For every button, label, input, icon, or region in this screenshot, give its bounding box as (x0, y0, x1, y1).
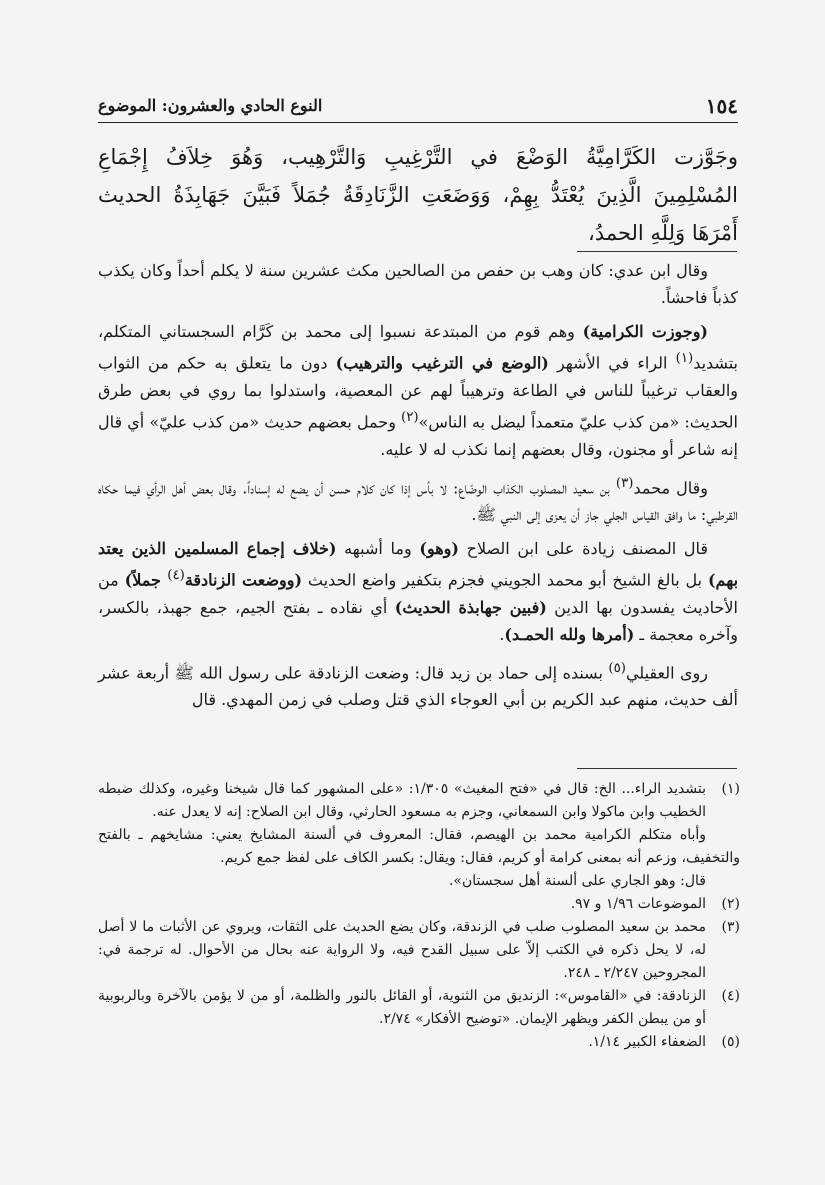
text-run: بل بالغ الشيخ أبو محمد الجويني فجزم بتكفير واضع الحديث (302, 570, 708, 590)
commentary (98, 257, 738, 720)
footnote-ref[interactable]: (٢) (401, 410, 419, 426)
text-run: بن سعيد المصلوب الكذاب الوضّاع: لا بأس إذا كان كلام حسن أن يضع له إسناداً. وقال بعض أهل الرأي فيما حكاه القرطبي: ما وافق القياس الجلي جاز أن يعزى إلى النبي ﷺ. (98, 477, 738, 525)
footnote-continuation: وأباه متكلم الكرامية محمد بن الهيصم، فقال: المعروف في ألسنة المشايخ يعني: مشايخهم ـ بالفتح والتخفيف، وزعم أنه بمعنى كرامة أو كريم، فقال: ويقال: بكسر الكاف على لفظ جمع كريم. (98, 827, 740, 866)
footnote-ref[interactable]: (١) (675, 351, 694, 367)
footnote-text: الزنادقة: في «القاموس»: الزنديق من الثنوية، أو القائل بالنور والظلمة، أو من لا يؤمن بالآخرة وبالربوبية أو من يبطن الكفر ويظهر الإيمان. «توضيح الأفكار» ٢/٧٤. (98, 988, 706, 1027)
footnote (98, 1031, 740, 1054)
footnote-ref[interactable]: (٣) (615, 475, 634, 491)
text-run: قال المصنف زيادة على ابن الصلاح (458, 538, 709, 558)
bold-quote: (وهو) (419, 538, 459, 558)
footnote-separator (577, 768, 737, 769)
footnote (98, 778, 740, 824)
commentary-paragraph (98, 655, 738, 714)
commentary-paragraph (98, 318, 738, 464)
footnote-number: (٢) (721, 896, 740, 912)
text-run: وحمل بعضهم حديث «من كذب عليّ» أي قال إنه شاعر أو مجنون، وقال بعضهم إنما نكذب له لا عليه. (98, 412, 738, 460)
text-run: روى العقيلي (625, 662, 709, 682)
matn-separator (577, 251, 737, 252)
footnote-ref[interactable]: (٤) (167, 568, 185, 584)
footnote-text: بتشديد الراء... الخ: قال في «فتح المغيث» ١/٣٠٥: «على المشهور كما قال شيخنا وغيره، وكذلك ضبطه الخطيب وابن ماكولا وابن السمعاني، وجزم به مسعود الحارثي، وقال ابن الصلاح: إنه لا يعدل عنه. (98, 781, 706, 820)
commentary-paragraph (98, 535, 738, 649)
bold-quote: (أمرها ولله الحمـد) (504, 625, 635, 645)
footnote-number: (٣) (721, 919, 740, 935)
footnote-continuation: قال: وهو الجاري على ألسنة أهل سجستان». (448, 873, 706, 889)
bold-quote: (وجوزت الكرامية) (582, 321, 708, 341)
footnote-text: محمد بن سعيد المصلوب صلب في الزندقة، وكان يضع الحديث على الثقات، ويروي عن الأثبات ما لا أصل له، لا يحل ذكره في الكتب إلاّ على سبيل القدح فيه، ولا الرواية عنه بحال من الأحوال. له ترجمة في: المجروحين ٢/٢٤٧ ـ ٢٤٨. (98, 919, 706, 981)
bold-quote: (ووضعت الزنادقة (184, 570, 303, 590)
commentary-paragraph: وقال ابن عدي: كان وهب بن حفص من الصالحين مكث عشرين سنة لا يكلم أحداً وكان يكذب كذباً فاحشاً. (98, 261, 738, 308)
page-number: ١٥٤ (705, 94, 738, 118)
bold-quote: (الوضع في الترغيب والترهيب) (335, 353, 549, 373)
bold-quote: (فبين جهابذة الحديث) (394, 597, 547, 617)
footnote-number: (٥) (721, 1034, 740, 1050)
text-run: الراء في الأشهر (548, 353, 676, 373)
bold-quote: (خلاف إجماع المسلمين الذين يعتد بهم) (98, 538, 739, 590)
text-run: من الأحاديث يفسدون بها الدين (98, 570, 738, 617)
footnote (98, 893, 740, 916)
bold-quote: جملاً) (124, 570, 168, 590)
footnote (98, 985, 740, 1031)
footnote-ref[interactable]: (٥) (608, 660, 626, 676)
footnotes (98, 778, 740, 1054)
footnote-text: الموضوعات ١/٩٦ و ٩٧. (570, 896, 706, 912)
running-title: النوع الحادي والعشرون: الموضوع (98, 96, 323, 115)
text-run: . (499, 625, 505, 645)
text-run: دون ما يتعلق به حكم من الثواب والعقاب ترغيباً للناس في الطاعة وترهيباً لهم عن المعصية، واستدلوا بما روي في بعض طرق الحديث: «من كذب عليّ متعمداً ليضل به الناس» (98, 353, 738, 432)
footnote (98, 916, 740, 985)
footnote-number: (٤) (721, 988, 740, 1004)
main-text: وجَوَّزت الكَرَّامِيَّةُ الوَضْعَ في التَّرْغِيبِ وَالتَّرْهِيب، وَهُوَ خِلاَفُ إِجْمَاعِ المُسْلِمِينَ الَّذِينَ يُعْتَدُّ بِهِمْ، وَوَضَعَتِ الزَّنَادِقَةُ جُمَلاً فَبَيَّنَ جَهَابِذَةُ الحديث أَمْرَهَا وَلِلَّهِ الحمدُ، (98, 145, 738, 245)
commentary-paragraph (98, 470, 738, 529)
text-run: وقال محمد (633, 477, 708, 497)
page-header (98, 92, 738, 123)
text-run: بسنده إلى حماد بن زيد قال: وضعت الزنادقة على رسول الله ﷺ أربعة عشر ألف حديث، منهم عبد الكريم بن أبي العوجاء الذي قتل وصلب في زمن المهدي. قال (98, 662, 738, 710)
text-run: أي نقاده ـ بفتح الجيم، جمع جهبذ، بالكسر، وآخره معجمة ـ (98, 597, 738, 645)
footnote-number: (١) (721, 781, 740, 797)
footnote-text: الضعفاء الكبير ١/١٤. (588, 1034, 706, 1050)
text-run: وهم قوم من المبتدعة نسبوا إلى محمد بن كَرَّام السجستاني المتكلم، بتشديد (98, 321, 739, 373)
text-run: وما أشبهه (336, 538, 420, 558)
